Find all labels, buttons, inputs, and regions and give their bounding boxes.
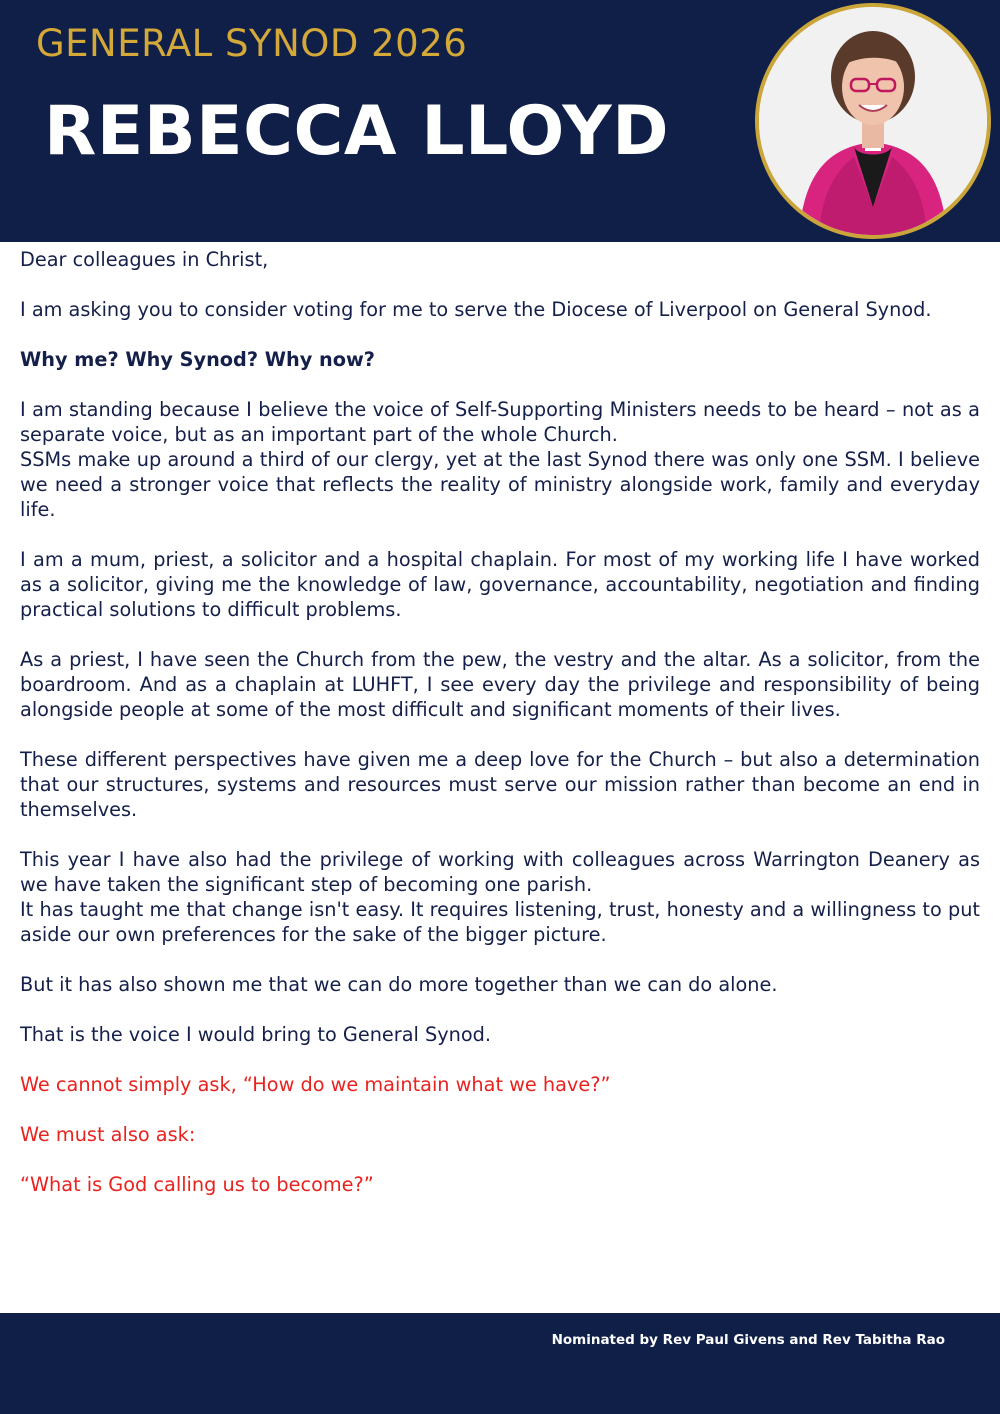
candidate-portrait [755,3,991,239]
paragraph-warrington-line-2: It has taught me that change isn't easy. It requires listening, trust, honesty and a willingness to put aside our own preferences for the sake of the bigger picture. [20,898,980,946]
quote-calling: “What is God calling us to become?” [20,1173,374,1196]
quote-maintain: We cannot simply ask, “How do we maintain what we have?” [20,1073,611,1096]
paragraph-love-for-church: These different perspectives have given me a deep love for the Church – but also a determination that our structures, systems and resources must serve our mission rather than become an end in themselves. [20,748,980,821]
paragraph-together: But it has also shown me that we can do more together than we can do alone. [20,973,778,996]
paragraph-warrington [20,847,980,947]
intro-paragraph: I am asking you to consider voting for me to serve the Diocese of Liverpool on General Synod. [20,298,932,321]
header-banner [0,0,1000,242]
paragraph-perspectives: As a priest, I have seen the Church from the pew, the vestry and the altar. As a solicitor, from the boardroom. And as a chaplain at LUHFT, I see every day the privilege and responsibility of being alongside people at some of the most difficult and significant moments of their lives. [20,648,980,721]
paragraph-voice: That is the voice I would bring to General Synod. [20,1023,492,1046]
paragraph-ssm [20,397,980,522]
paragraph-background: I am a mum, priest, a solicitor and a hospital chaplain. For most of my working life I have worked as a solicitor, giving me the knowledge of law, governance, accountability, negotiation and finding practical solutions to difficult problems. [20,548,980,621]
section-heading: Why me? Why Synod? Why now? [20,348,375,371]
letter-body [20,247,980,1222]
quote-must-ask: We must also ask: [20,1123,196,1146]
portrait-illustration [759,7,987,235]
paragraph-ssm-line-2: SSMs make up around a third of our clergy, yet at the last Synod there was only one SSM. I believe we need a stronger voice that reflects the reality of ministry alongside work, family and everyday life. [20,448,980,521]
election-title: GENERAL SYNOD 2026 [36,22,468,65]
nomination-credit: Nominated by Rev Paul Givens and Rev Tabitha Rao [551,1332,945,1348]
paragraph-warrington-line-1: This year I have also had the privilege of working with colleagues across Warrington Deanery as we have taken the significant step of becoming one parish. [20,848,980,896]
candidate-name: REBECCA LLOYD [44,92,670,171]
greeting: Dear colleagues in Christ, [20,248,269,271]
paragraph-ssm-line-1: I am standing because I believe the voice of Self-Supporting Ministers needs to be heard – not as a separate voice, but as an important part of the whole Church. [20,398,980,446]
footer-banner [0,1313,1000,1414]
